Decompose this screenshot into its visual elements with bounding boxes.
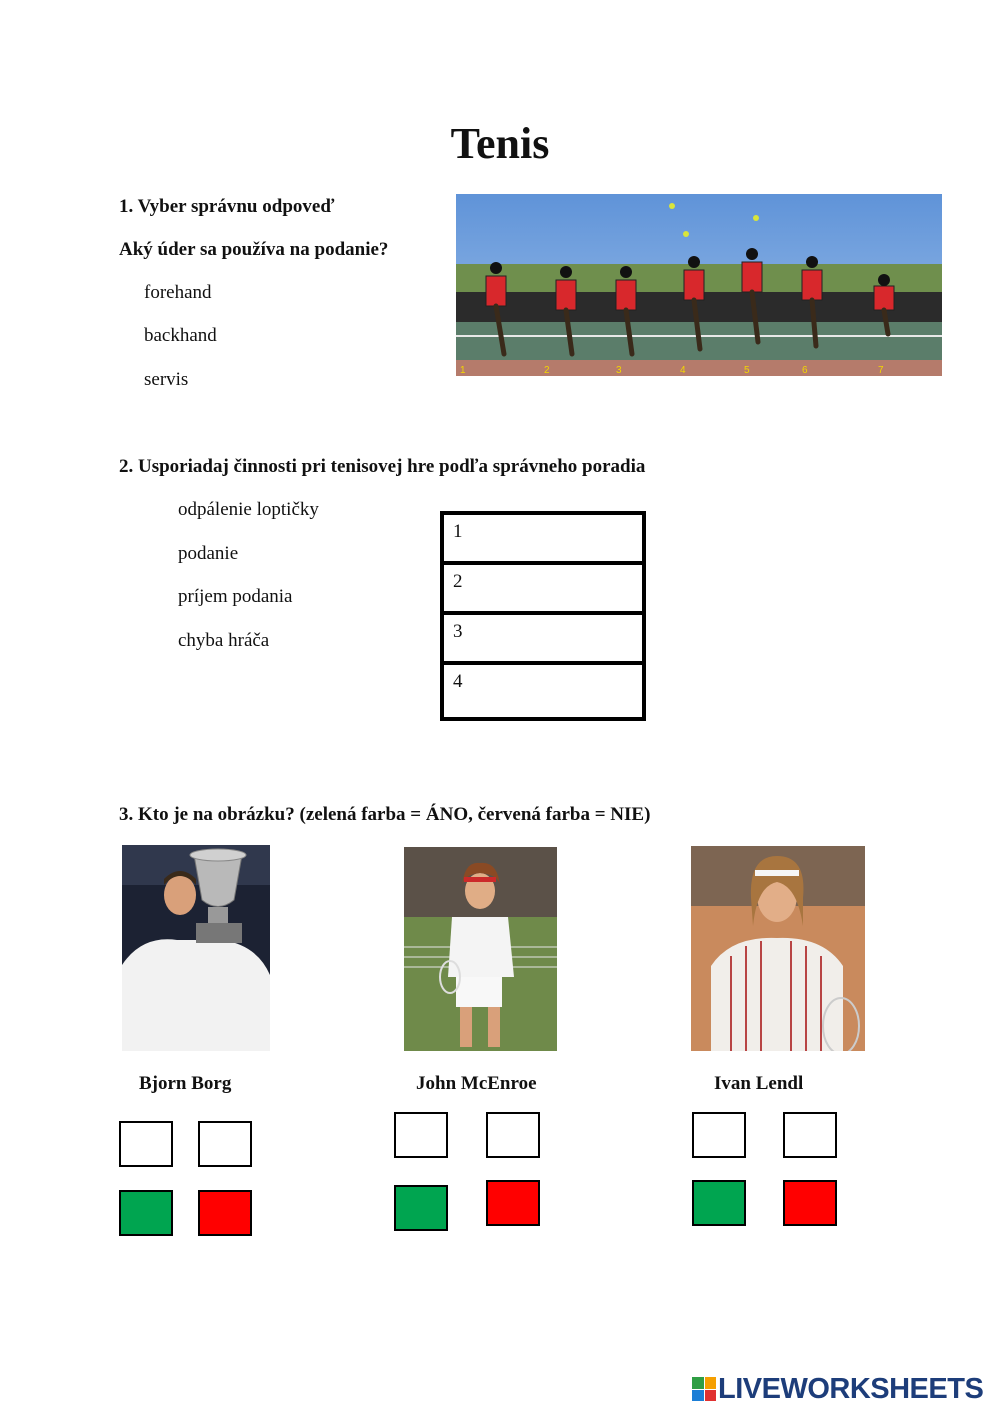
frame-number: 5: [744, 365, 750, 376]
red-no-swatch[interactable]: [783, 1180, 837, 1226]
order-slot-1[interactable]: 1: [444, 515, 642, 565]
section3-heading: 3. Kto je na obrázku? (zelená farba = ÁNO, červená farba = NIE): [119, 804, 651, 825]
frame-number: 7: [878, 365, 884, 376]
frame-number: 2: [544, 365, 550, 376]
player-name-3: Ivan Lendl: [714, 1073, 804, 1094]
order-item[interactable]: odpálenie loptičky: [178, 499, 319, 520]
green-yes-swatch[interactable]: [692, 1180, 746, 1226]
logo-grid-icon: [692, 1377, 716, 1401]
page-title: Tenis: [450, 119, 550, 168]
frame-number: 3: [616, 365, 622, 376]
option-forehand[interactable]: forehand: [144, 282, 212, 303]
answer-box-no-3[interactable]: [783, 1112, 837, 1158]
section2-heading: 2. Usporiadaj činnosti pri tenisovej hre podľa správneho poradia: [119, 456, 646, 477]
logo-text: LIVEWORKSHEETS: [718, 1372, 984, 1405]
red-no-swatch[interactable]: [486, 1180, 540, 1226]
order-slot-4[interactable]: 4: [453, 671, 463, 692]
player-photo-2: [404, 847, 557, 1051]
option-backhand[interactable]: backhand: [144, 325, 217, 346]
green-yes-swatch[interactable]: [394, 1185, 448, 1231]
serve-sequence-photo: [456, 194, 942, 376]
player-photo-3: [691, 846, 865, 1051]
order-item[interactable]: podanie: [178, 543, 239, 564]
section1-question: Aký úder sa používa na podanie?: [119, 239, 389, 260]
answer-box-no-1[interactable]: [198, 1121, 252, 1167]
order-slot-3[interactable]: 3: [444, 615, 642, 665]
player-name-2: John McEnroe: [416, 1073, 537, 1094]
liveworksheets-logo: [692, 1374, 983, 1404]
answer-box-yes-3[interactable]: [692, 1112, 746, 1158]
player-photo-1: [122, 845, 270, 1051]
option-servis[interactable]: servis: [144, 369, 189, 390]
answer-box-no-2[interactable]: [486, 1112, 540, 1158]
section1-heading: 1. Vyber správnu odpoveď: [119, 196, 335, 217]
green-yes-swatch[interactable]: [119, 1190, 173, 1236]
frame-number: 4: [680, 365, 686, 376]
order-table: [440, 511, 646, 721]
order-slot-2[interactable]: 2: [444, 565, 642, 615]
player-name-1: Bjorn Borg: [139, 1073, 232, 1094]
frame-number: 1: [460, 365, 466, 376]
red-no-swatch[interactable]: [198, 1190, 252, 1236]
frame-number: 6: [802, 365, 808, 376]
answer-box-yes-1[interactable]: [119, 1121, 173, 1167]
order-item[interactable]: chyba hráča: [178, 630, 270, 651]
order-item[interactable]: príjem podania: [178, 586, 293, 607]
answer-box-yes-2[interactable]: [394, 1112, 448, 1158]
